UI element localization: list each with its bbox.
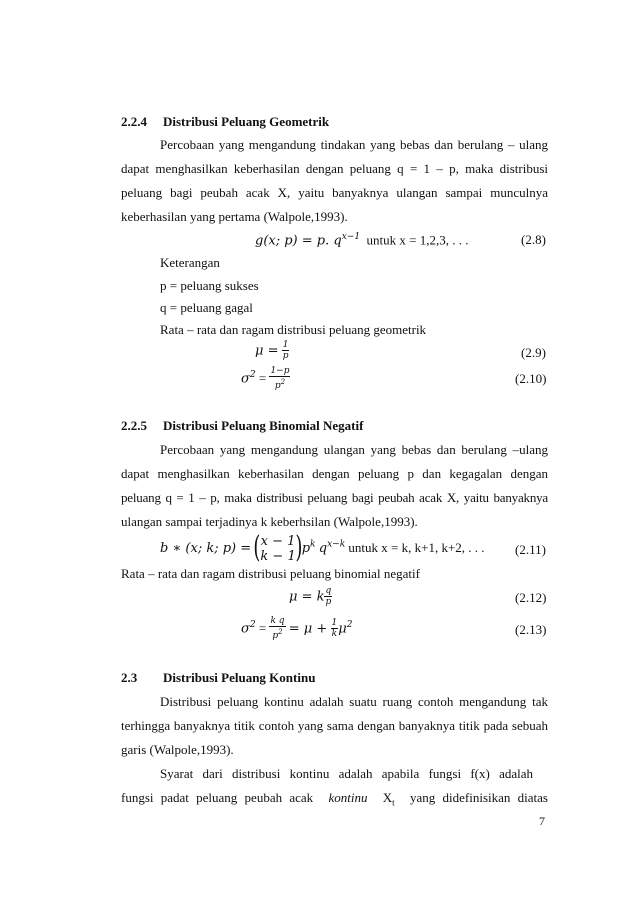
eq-2-8-tag: (2.8) xyxy=(521,232,546,247)
section-225-title: Distribusi Peluang Binomial Negatif xyxy=(163,418,364,433)
para-23b-line-2-x: $X_t$ xyxy=(382,790,395,808)
para-224-line-1: Percobaan yang mengandung tindakan yang bebas dan berulang – ulang xyxy=(160,137,548,152)
equation-2-8 xyxy=(255,232,469,248)
keterangan-label: Keterangan xyxy=(160,255,220,270)
eq-2-13-tail-sup: 2 xyxy=(346,620,353,631)
eq-2-9-fraction: $\frac{1}{p}$ xyxy=(282,340,289,361)
eq-2-9-lhs: μ = xyxy=(255,343,279,359)
eq-2-13-fraction-1: $\frac{\text{k q}}{p^2}$ xyxy=(270,616,285,641)
eq-2-13-fraction-2: $\frac{1}{k}$ xyxy=(331,618,338,639)
para-225-line-4: ulangan sampai terjadinya k keberhsilan (Walpole,1993). xyxy=(121,514,418,529)
para-225-line-2: dapat menghasilkan keberhasilan dengan peluang p dan kegagalan dengan xyxy=(121,466,548,481)
para-224-line-4: keberhasilan yang pertama (Walpole,1993). xyxy=(121,209,348,224)
p-definition: p = peluang sukses xyxy=(160,278,259,293)
para-23-line-1: Distribusi peluang kontinu adalah suatu ruang contoh mengandung tak xyxy=(160,694,548,709)
eq-2-13-mid: = μ + xyxy=(288,621,328,637)
eq-2-10-equals: = xyxy=(258,370,267,386)
eq-2-13-tail: μ xyxy=(338,621,347,637)
para-224-line-2: dapat menghasilkan keberhasilan dengan peluang q = 1 – p, maka distribusi xyxy=(121,161,548,176)
para-23b-line-2 xyxy=(121,790,548,808)
section-224-title: Distribusi Peluang Geometrik xyxy=(163,114,330,129)
section-23-number: 2.3 xyxy=(121,670,138,685)
section-23-title: Distribusi Peluang Kontinu xyxy=(163,670,316,685)
para-23-line-2: terhingga banyaknya titik contoh yang sama dengan banyaknya titik pada sebuah xyxy=(121,718,548,733)
page-number: 7 xyxy=(539,814,545,828)
eq-2-8-lhs: g(x; p) = p. q xyxy=(255,233,342,249)
eq-2-10-sigma: σ xyxy=(241,371,250,387)
eq-2-12-tag: (2.12) xyxy=(515,590,547,605)
eq-2-11-binomial: ( x − 1 k − 1 ) xyxy=(254,534,301,564)
eq-2-10-sup: 2 xyxy=(249,370,256,381)
q-definition: q = peluang gagal xyxy=(160,300,253,315)
eq-2-11-p-exp: k xyxy=(310,539,316,550)
section-224-number: 2.2.4 xyxy=(121,114,147,129)
rata-ragam-label-binomial: Rata – rata dan ragam distribusi peluang binomial negatif xyxy=(121,566,420,581)
eq-2-12-lhs: μ = k xyxy=(289,589,325,605)
eq-2-11-q-exp: x−k xyxy=(327,539,346,550)
eq-2-8-exp: x−1 xyxy=(341,232,361,242)
eq-2-9-tag: (2.9) xyxy=(521,345,546,360)
rata-ragam-label-geometrik: Rata – rata dan ragam distribusi peluang geometrik xyxy=(160,322,427,337)
eq-2-11-tag: (2.11) xyxy=(515,542,546,557)
section-225-number: 2.2.5 xyxy=(121,418,147,433)
para-23b-line-2-a: fungsi padat peluang peubah acak xyxy=(121,790,314,805)
eq-2-12-fraction: $\frac{q}{p}$ xyxy=(325,586,332,607)
para-224-line-3: peluang bagi peubah acak X, yaitu banyaknya ulangan sampai munculnya xyxy=(121,185,548,200)
equation-2-9 xyxy=(255,341,289,362)
equation-2-12 xyxy=(289,587,332,608)
para-23b-line-2-b: yang didefinisikan diatas xyxy=(410,790,548,805)
eq-2-10-fraction: $\frac{1-p}{p^2}$ xyxy=(270,366,290,391)
eq-2-13-sigma: σ xyxy=(241,621,250,637)
eq-2-13-sup: 2 xyxy=(249,620,256,631)
equation-2-10 xyxy=(241,367,290,392)
para-225-line-3: peluang q = 1 – p, maka distribusi peluang bagi peubah acak X, yaitu banyaknya xyxy=(121,490,548,505)
para-23-line-3: garis (Walpole,1993). xyxy=(121,742,234,757)
eq-2-8-cond: untuk x = 1,2,3, . . . xyxy=(366,232,469,248)
eq-2-13-tag: (2.13) xyxy=(515,622,547,637)
para-23b-line-1: Syarat dari distribusi kontinu adalah apabila fungsi f(x) adalah xyxy=(160,766,533,781)
equation-2-11 xyxy=(160,534,485,564)
eq-2-11-lhs: b ∗ (x; k; p) = xyxy=(160,540,252,556)
eq-2-10-tag: (2.10) xyxy=(515,371,547,386)
para-225-line-1: Percobaan yang mengandung ulangan yang bebas dan berulang –ulang xyxy=(160,442,548,457)
equation-2-13 xyxy=(241,617,352,642)
eq-2-13-equals: = xyxy=(258,620,267,636)
eq-2-11-p: p xyxy=(301,540,311,556)
eq-2-11-q: q xyxy=(318,540,328,556)
eq-2-11-cond: untuk x = k, k+1, k+2, . . . xyxy=(348,539,485,555)
para-23b-line-2-kontinu: kontinu xyxy=(328,790,368,805)
